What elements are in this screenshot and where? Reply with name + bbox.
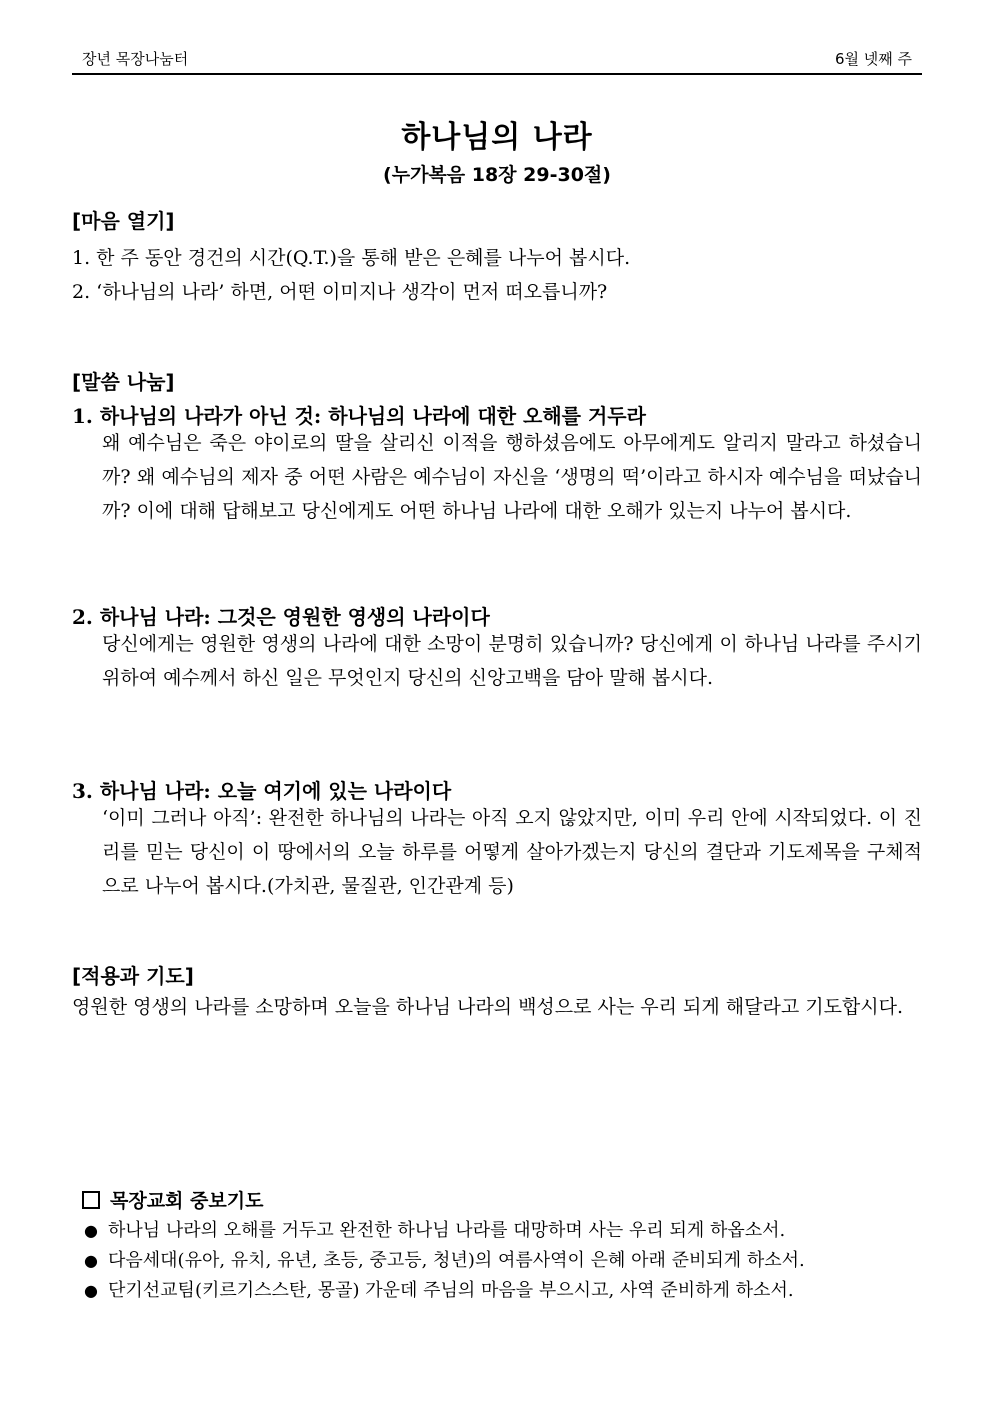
opening-item-1: 1. 한 주 동안 경건의 시간(Q.T.)을 통해 받은 은혜를 나누어 봅시다. (72, 247, 631, 269)
prayer-heading (82, 1186, 263, 1213)
prayer-item-text: 단기선교팀(키르기스스탄, 몽골) 가운데 주님의 마음을 부으시고, 사역 준비하게 하소서. (108, 1280, 794, 1301)
prayer-item (84, 1276, 924, 1306)
bullet-icon: ● (84, 1251, 98, 1270)
question-2-title: 2. 하나님 나라: 그것은 영원한 영생의 나라이다 (72, 605, 490, 629)
word-sharing-heading: [말씀 나눔] (72, 370, 175, 394)
page-title: 하나님의 나라 (401, 120, 593, 155)
question-1-body: 왜 예수님은 죽은 야이로의 딸을 살리신 이적을 행하셨음에도 아무에게도 알리지 말라고 하셨습니까? 왜 예수님의 제자 중 어떤 사람은 예수님이 자신을 ‘생명의 떡’이라고 하시자 예수님을 떠났습니까? 이에 대해 답해보고 당신에게도 어떤 하나님 나라에 대한 오해가 있는지 나누어 봅시다. (102, 432, 922, 522)
prayer-heading-label: 목장교회 중보기도 (110, 1190, 264, 1212)
application-heading: [적용과 기도] (72, 964, 194, 988)
page-header (72, 44, 922, 70)
question-3-body: ‘이미 그러나 아직’: 완전한 하나님의 나라는 아직 오지 않았지만, 이미 우리 안에 시작되었다. 이 진리를 믿는 당신이 이 땅에서의 오늘 하루를 어떻게 살아가겠는지 당신의 결단과 기도제목을 구체적으로 나누어 봅시다.(가치관, 물질관, 인간관계 등) (102, 807, 922, 897)
header-right-text: 6월 넷째 주 (834, 50, 912, 68)
question-3-title: 3. 하나님 나라: 오늘 여기에 있는 나라이다 (72, 779, 452, 803)
scripture-reference: (누가복음 18장 29-30절) (383, 164, 611, 186)
question-1-title: 1. 하나님의 나라가 아닌 것: 하나님의 나라에 대한 오해를 거두라 (72, 404, 646, 428)
application-body: 영원한 영생의 나라를 소망하며 오늘을 하나님 나라의 백성으로 사는 우리 되게 해달라고 기도합시다. (72, 996, 904, 1018)
prayer-item (84, 1216, 924, 1246)
bullet-icon: ● (84, 1221, 98, 1240)
prayer-item (84, 1246, 924, 1276)
question-2-body: 당신에게는 영원한 영생의 나라에 대한 소망이 분명히 있습니까? 당신에게 이 하나님 나라를 주시기 위하여 예수께서 하신 일은 무엇인지 당신의 신앙고백을 담아 말해 봅시다. (102, 633, 922, 689)
prayer-item-text: 하나님 나라의 오해를 거두고 완전한 하나님 나라를 대망하며 사는 우리 되게 하옵소서. (108, 1220, 786, 1241)
prayer-list (84, 1216, 924, 1306)
bullet-icon: ● (84, 1281, 98, 1300)
prayer-item-text: 다음세대(유아, 유치, 유년, 초등, 중고등, 청년)의 여름사역이 은혜 아래 준비되게 하소서. (108, 1250, 805, 1271)
checkbox-icon (82, 1191, 100, 1209)
header-divider (72, 73, 922, 75)
opening-item-2: 2. ‘하나님의 나라’ 하면, 어떤 이미지나 생각이 먼저 떠오릅니까? (72, 281, 608, 303)
header-left-text: 장년 목장나눔터 (82, 50, 189, 68)
opening-heading: [마음 열기] (72, 209, 175, 233)
